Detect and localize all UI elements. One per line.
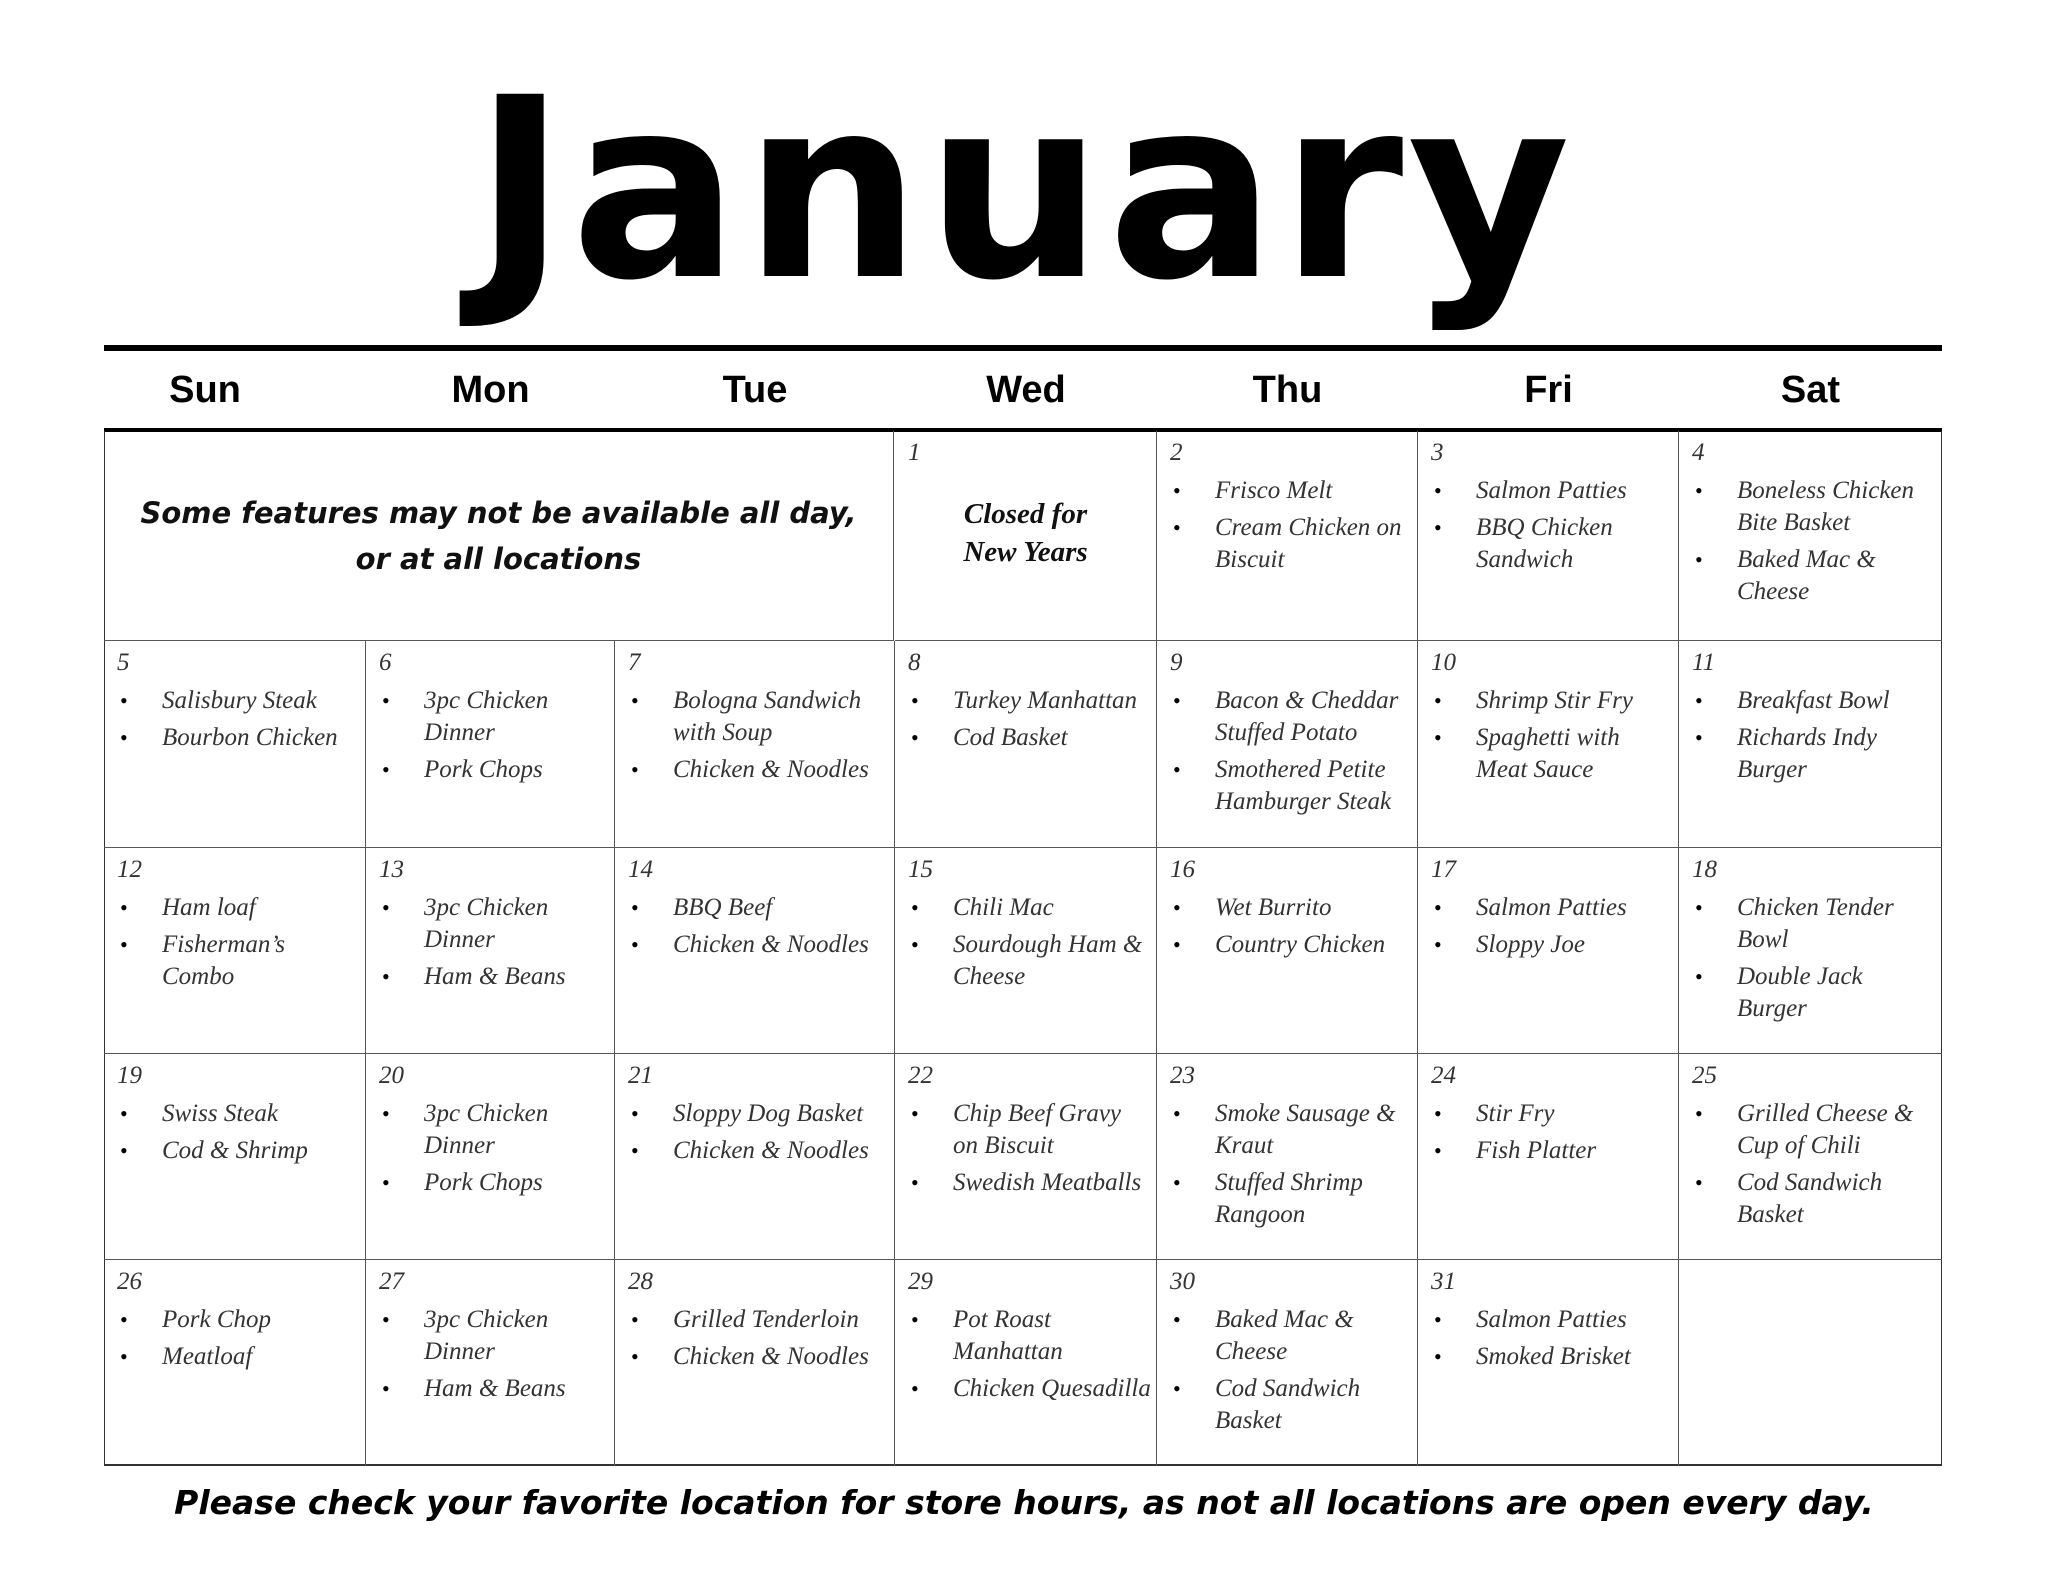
menu-item-list [366, 685, 610, 791]
day-cell-18 [1679, 848, 1942, 1054]
menu-item-list [1418, 1098, 1674, 1172]
store-hours-footer: Please check your favorite location for store hours, as not all locations are open every day. [174, 1483, 1874, 1522]
day-number: 12 [117, 856, 142, 883]
menu-item: • Sourdough Ham & Cheese [895, 929, 1152, 993]
menu-item: • Stir Fry [1418, 1098, 1674, 1130]
day-cell-31 [1418, 1260, 1679, 1466]
day-cell-29 [895, 1260, 1157, 1466]
weekday-header-sat: Sat [1780, 369, 1841, 411]
menu-item: • Bourbon Chicken [104, 722, 361, 754]
day-number: 24 [1431, 1062, 1456, 1089]
menu-item: • Meatloaf [104, 1341, 361, 1373]
menu-item: • Ham & Beans [366, 1373, 610, 1405]
menu-item: • Breakfast Bowl [1679, 685, 1938, 717]
day-cell-11 [1679, 641, 1942, 848]
day-number: 20 [379, 1062, 404, 1089]
day-cell-16 [1157, 848, 1418, 1054]
month-title: January [473, 44, 1575, 335]
menu-item: • Chili Mac [895, 892, 1152, 924]
day-number: 4 [1692, 439, 1705, 466]
menu-item: • Pork Chop [104, 1304, 361, 1336]
menu-item: • Spaghetti with Meat Sauce [1418, 722, 1674, 786]
menu-item: • Smothered Petite Hamburger Steak [1157, 754, 1413, 818]
day-cell-1 [895, 431, 1157, 641]
day-cell-27 [366, 1260, 615, 1466]
day-cell-14 [615, 848, 895, 1054]
day-cell-3 [1418, 431, 1679, 641]
menu-item-list [1157, 892, 1413, 966]
menu-item-list [1418, 892, 1674, 966]
closed-line-1: Closed for [963, 498, 1088, 530]
day-number: 3 [1431, 439, 1444, 466]
menu-item: • Bologna Sandwich with Soup [615, 685, 890, 749]
day-cell-7 [615, 641, 895, 848]
menu-item: • Cod Sandwich Basket [1157, 1373, 1413, 1437]
menu-item: • Ham loaf [104, 892, 361, 924]
weekday-header-fri: Fri [1524, 369, 1573, 411]
menu-item: • Boneless Chicken Bite Basket [1679, 475, 1938, 539]
day-number: 23 [1170, 1062, 1195, 1089]
menu-item: • Grilled Cheese & Cup of Chili [1679, 1098, 1938, 1162]
closed-holiday-note [895, 495, 1156, 571]
menu-item: • Frisco Melt [1157, 475, 1413, 507]
day-number: 21 [628, 1062, 653, 1089]
menu-item-list [615, 1098, 890, 1172]
day-cell-17 [1418, 848, 1679, 1054]
day-number: 31 [1431, 1268, 1456, 1295]
menu-item: • Salisbury Steak [104, 685, 361, 717]
day-number: 1 [908, 439, 921, 466]
menu-item-list [104, 892, 361, 998]
day-number: 14 [628, 856, 653, 883]
day-number: 17 [1431, 856, 1456, 883]
day-number: 9 [1170, 649, 1183, 676]
menu-item: • Fish Platter [1418, 1135, 1674, 1167]
day-number: 11 [1692, 649, 1716, 676]
availability-notice [104, 431, 894, 641]
day-cell-5 [104, 641, 366, 848]
menu-item: • Cod Basket [895, 722, 1152, 754]
menu-item-list [104, 1098, 361, 1172]
menu-item: • 3pc Chicken Dinner [366, 892, 610, 956]
day-number: 5 [117, 649, 130, 676]
menu-item: • Smoked Brisket [1418, 1341, 1674, 1373]
menu-item: • Sloppy Dog Basket [615, 1098, 890, 1130]
menu-item: • Smoke Sausage & Kraut [1157, 1098, 1413, 1162]
menu-item: • Chicken & Noodles [615, 754, 890, 786]
day-cell-28 [615, 1260, 895, 1466]
menu-item-list [1418, 475, 1674, 581]
day-cell-22 [895, 1054, 1157, 1260]
weekday-header-mon: Mon [451, 369, 530, 411]
title-divider [104, 345, 1942, 351]
menu-item: • Chicken Quesadilla [895, 1373, 1152, 1405]
menu-item: • Richards Indy Burger [1679, 722, 1938, 786]
day-number: 26 [117, 1268, 142, 1295]
menu-item-list [104, 685, 361, 759]
menu-item: • Sloppy Joe [1418, 929, 1674, 961]
menu-item: • Bacon & Cheddar Stuffed Potato [1157, 685, 1413, 749]
menu-item-list [615, 892, 890, 966]
day-cell-26 [104, 1260, 366, 1466]
empty-day-cell [1679, 1260, 1942, 1466]
menu-item-list [895, 892, 1152, 998]
day-cell-21 [615, 1054, 895, 1260]
menu-item: • Chip Beef Gravy on Biscuit [895, 1098, 1152, 1162]
menu-item-list [1679, 1098, 1938, 1236]
menu-item-list [1679, 685, 1938, 791]
menu-item: • Swiss Steak [104, 1098, 361, 1130]
day-number: 25 [1692, 1062, 1717, 1089]
menu-item-list [895, 1304, 1152, 1410]
menu-item: • Salmon Patties [1418, 892, 1674, 924]
menu-item: • Cod Sandwich Basket [1679, 1167, 1938, 1231]
menu-item-list [895, 1098, 1152, 1204]
menu-item-list [615, 685, 890, 791]
day-cell-19 [104, 1054, 366, 1260]
day-cell-13 [366, 848, 615, 1054]
menu-item-list [366, 1098, 610, 1204]
day-number: 28 [628, 1268, 653, 1295]
menu-item-list [1679, 892, 1938, 1030]
menu-item: • Cod & Shrimp [104, 1135, 361, 1167]
menu-item: • Double Jack Burger [1679, 961, 1938, 1025]
menu-item: • 3pc Chicken Dinner [366, 685, 610, 749]
day-cell-23 [1157, 1054, 1418, 1260]
day-cell-12 [104, 848, 366, 1054]
menu-item: • Ham & Beans [366, 961, 610, 993]
day-cell-15 [895, 848, 1157, 1054]
weekday-header-thu: Thu [1252, 369, 1323, 411]
weekday-header-tue: Tue [722, 369, 788, 411]
day-cell-24 [1418, 1054, 1679, 1260]
menu-item: • Chicken & Noodles [615, 929, 890, 961]
menu-item: • Salmon Patties [1418, 1304, 1674, 1336]
day-cell-9 [1157, 641, 1418, 848]
menu-item: • Pork Chops [366, 1167, 610, 1199]
day-cell-2 [1157, 431, 1418, 641]
menu-item-list [366, 1304, 610, 1410]
day-cell-30 [1157, 1260, 1418, 1466]
notice-line-2: or at all locations [355, 541, 642, 576]
menu-item-list [1157, 685, 1413, 823]
menu-item: • Shrimp Stir Fry [1418, 685, 1674, 717]
day-number: 8 [908, 649, 921, 676]
menu-item: • Turkey Manhattan [895, 685, 1152, 717]
day-number: 10 [1431, 649, 1456, 676]
day-number: 15 [908, 856, 933, 883]
day-number: 7 [628, 649, 641, 676]
menu-item: • Cream Chicken on Biscuit [1157, 512, 1413, 576]
menu-item: • Grilled Tenderloin [615, 1304, 890, 1336]
notice-line-1: Some features may not be available all day, [140, 495, 857, 530]
menu-item: • Country Chicken [1157, 929, 1413, 961]
menu-item: • Wet Burrito [1157, 892, 1413, 924]
menu-item-list [1418, 685, 1674, 791]
day-number: 29 [908, 1268, 933, 1295]
menu-item: • Salmon Patties [1418, 475, 1674, 507]
menu-item: • Chicken & Noodles [615, 1341, 890, 1373]
day-number: 6 [379, 649, 392, 676]
weekday-header-wed: Wed [986, 369, 1066, 411]
menu-item: • 3pc Chicken Dinner [366, 1304, 610, 1368]
menu-item: • Pot Roast Manhattan [895, 1304, 1152, 1368]
menu-item-list [1157, 1098, 1413, 1236]
day-cell-4 [1679, 431, 1942, 641]
day-number: 30 [1170, 1268, 1195, 1295]
menu-item: • Chicken & Noodles [615, 1135, 890, 1167]
day-number: 13 [379, 856, 404, 883]
day-cell-8 [895, 641, 1157, 848]
menu-item: • Stuffed Shrimp Rangoon [1157, 1167, 1413, 1231]
day-number: 27 [379, 1268, 404, 1295]
menu-item: • Baked Mac & Cheese [1157, 1304, 1413, 1368]
menu-item-list [1157, 1304, 1413, 1442]
menu-item-list [366, 892, 610, 998]
menu-item: • Pork Chops [366, 754, 610, 786]
menu-item-list [104, 1304, 361, 1378]
day-number: 18 [1692, 856, 1717, 883]
day-number: 19 [117, 1062, 142, 1089]
menu-item: • Fisherman’s Combo [104, 929, 361, 993]
menu-item: • Swedish Meatballs [895, 1167, 1152, 1199]
menu-item-list [1157, 475, 1413, 581]
menu-item: • BBQ Chicken Sandwich [1418, 512, 1674, 576]
menu-item-list [895, 685, 1152, 759]
menu-item: • Chicken Tender Bowl [1679, 892, 1938, 956]
menu-item-list [1418, 1304, 1674, 1378]
menu-item-list [615, 1304, 890, 1378]
menu-item: • BBQ Beef [615, 892, 890, 924]
day-number: 22 [908, 1062, 933, 1089]
weekday-header-sun: Sun [169, 369, 241, 411]
day-number: 2 [1170, 439, 1183, 466]
closed-line-2: New Years [963, 536, 1088, 568]
menu-item-list [1679, 475, 1938, 613]
menu-item: • Baked Mac & Cheese [1679, 544, 1938, 608]
day-cell-25 [1679, 1054, 1942, 1260]
menu-item: • 3pc Chicken Dinner [366, 1098, 610, 1162]
day-cell-20 [366, 1054, 615, 1260]
day-cell-10 [1418, 641, 1679, 848]
day-cell-6 [366, 641, 615, 848]
day-number: 16 [1170, 856, 1195, 883]
